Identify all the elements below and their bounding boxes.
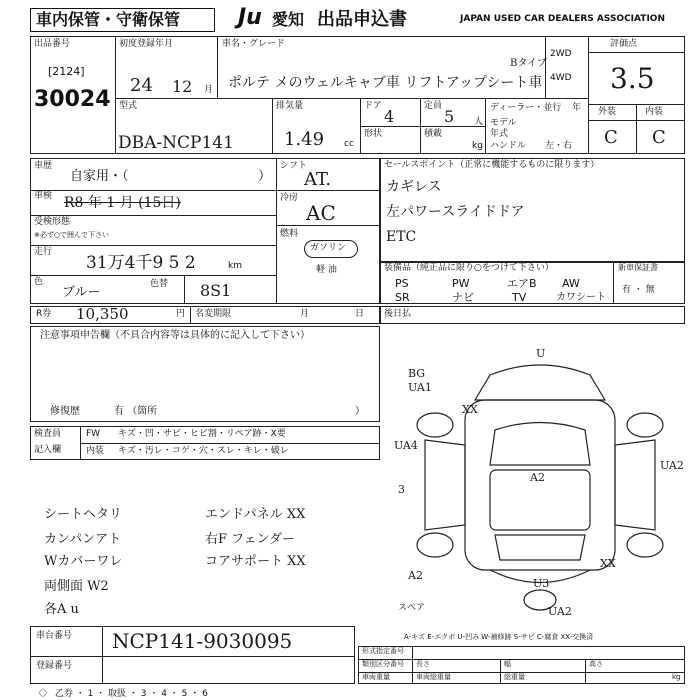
displacement-unit: cc (344, 139, 354, 149)
notes-label: 注意事項申告欄（不具合内容等は具体的に記入して下さい） (40, 330, 310, 341)
capacity-unit: 人 (474, 117, 484, 127)
dims-kg: kg (672, 673, 681, 681)
shift-value: AT. (304, 169, 332, 190)
handle-lr: 左・右 (545, 141, 573, 151)
note-2: エンドパネル XX (205, 507, 306, 522)
mark-ua1: UA1 (408, 381, 432, 394)
rear-right-wheel (627, 533, 663, 557)
inspector-row1-head: FW (86, 429, 101, 439)
color-change-label: 色替 (150, 279, 169, 289)
inspector-row2-head: 内装 (86, 446, 105, 456)
acceptance-label: 受検形態 (34, 217, 71, 227)
form-title: 出品申込書 (317, 9, 407, 30)
sales-points-label: セールスポイント（正常に機能するものに限ります） (384, 160, 600, 170)
lot-subnumber: [2124] (48, 65, 85, 78)
type-value: DBA-NCP141 (118, 133, 234, 153)
equip-pw: PW (452, 277, 470, 290)
model-name: ポルテ メのウェルキャブ車 リフトアップシート車 (228, 75, 543, 91)
name-change-month: 月 (300, 309, 310, 319)
rating-ext: C (604, 127, 618, 148)
mark-spare: スペア (398, 603, 426, 613)
load-label: 積載 (424, 129, 443, 139)
dims-total-weight: 総重量 (504, 673, 525, 681)
sales-point-3: ETC (386, 229, 417, 245)
mark-u3: U3 (533, 577, 550, 590)
ac-label: 冷房 (280, 193, 299, 203)
equip-aw: AW (562, 277, 580, 290)
drive-2wd: 2WD (550, 49, 572, 59)
org-name: 愛知 (272, 10, 305, 29)
dims-shape: 形式指定番号 (362, 647, 404, 655)
mark-ua2-rear: UA2 (548, 605, 572, 618)
mark-a2-roof: A2 (530, 471, 545, 484)
shape-label: 形状 (364, 129, 383, 139)
mark-ua4: UA4 (394, 439, 418, 452)
history-close: ） (258, 169, 272, 184)
history-value: 自家用・（ (70, 169, 129, 184)
note-3: カンパンアト (44, 532, 122, 547)
shift-label: シフト (280, 161, 308, 171)
fuel-diesel: 軽 油 (316, 265, 337, 275)
equipment-label: 装備品（純正品に限り○をつけて下さい） (384, 263, 554, 273)
equip-ps: PS (395, 277, 409, 290)
dealer-year: 年 (572, 103, 582, 113)
equip-leather: カワシート (556, 292, 606, 303)
ju-logo: Ju (238, 5, 262, 30)
equip-sr: SR (395, 291, 410, 304)
equip-airbag: エアB (507, 277, 537, 290)
mark-xx-front: XX (462, 403, 478, 416)
inspection-label: 車検 (34, 191, 53, 201)
rear-left-wheel (417, 533, 453, 557)
damage-legend: A-キズ E-エクボ U-凹み W-補修跡 S-サビ C-腐食 XX-交換済 (404, 633, 594, 641)
inspector-row2: キズ・汚レ・コゲ・穴・スレ・キレ・破レ (118, 446, 289, 456)
note-6: コアサポート XX (205, 554, 306, 569)
front-left-wheel (417, 413, 453, 437)
dims-c-weight: 車両重量 (362, 673, 390, 681)
displacement-label: 排気量 (276, 101, 304, 111)
equip-navi: ナビ (452, 291, 474, 304)
rating-int: C (652, 127, 666, 148)
capacity-value: 5 (444, 107, 455, 126)
reg-no-label: 登録番号 (36, 661, 73, 671)
rating-score: 3.5 (610, 62, 655, 95)
color-code: 8S1 (200, 281, 232, 300)
note-7: 両側面 W2 (44, 579, 109, 594)
inspector-label-1: 検査員 (34, 429, 62, 439)
repair-label: 修復歴 (50, 406, 80, 417)
note-4: 右F フェンダー (205, 532, 295, 547)
mark-3: 3 (398, 483, 405, 496)
reg-month: 12 (172, 77, 193, 96)
capacity-label: 定員 (424, 101, 443, 111)
mark-ua2-right: UA2 (660, 459, 684, 472)
front-right-wheel (627, 413, 663, 437)
rating-ext-label: 外装 (598, 107, 617, 117)
chassis-value: NCP141-9030095 (112, 629, 293, 653)
storage-label: 車内保管・守衛保管 (36, 10, 181, 29)
inspector-label-2: 記入欄 (34, 445, 62, 455)
left-side-panel (425, 440, 465, 530)
color-label: 色 (34, 277, 44, 287)
recycle-value: 10,350 (76, 305, 129, 323)
model-label: 車名・グレード (222, 39, 286, 49)
model-year-label: モデル 年式 (490, 118, 517, 139)
type-label: 型式 (119, 101, 138, 111)
note-5: Wカバーワレ (44, 554, 123, 569)
windshield (490, 423, 590, 466)
drive-4wd: 4WD (550, 73, 572, 83)
load-unit: kg (472, 141, 483, 151)
right-side-panel (615, 440, 655, 530)
recycle-unit: 円 (176, 309, 186, 319)
mark-a2-rear: A2 (408, 569, 423, 582)
sales-point-2: 左パワースライドドア (386, 204, 525, 220)
inspection-value: R8 年 1 月 (15日) (64, 195, 181, 211)
dims-type-class: 類別区分番号 (362, 660, 404, 668)
equip-tv: TV (512, 291, 527, 304)
note-1: シートヘタリ (44, 507, 123, 522)
note-8: 各A u (44, 602, 79, 617)
mark-u: U (536, 347, 546, 360)
history-label: 車歴 (34, 161, 53, 171)
mark-bg: BG (408, 367, 426, 380)
dealer-label: ディーラー・並行 (490, 103, 562, 113)
mileage-unit: km (228, 261, 242, 271)
rating-int-label: 内装 (645, 107, 664, 117)
fuel-gas: ガソリン (310, 243, 347, 253)
dims-height: 高さ (589, 660, 603, 668)
recycle-label: R券 (36, 309, 52, 319)
after-sale-label: 後日払 (384, 309, 412, 319)
front-hood-outline (475, 365, 605, 400)
mark-xx-rear: XX (600, 557, 616, 570)
dims-t-weight: 車両総重量 (416, 673, 451, 681)
reg-label: 初度登録年月 (119, 39, 174, 49)
rating-label: 評価点 (610, 39, 638, 49)
reg-year: 24 (130, 75, 153, 96)
doors-label: ドア (364, 101, 382, 111)
inspector-row1: キズ・凹・サビ・ヒビ割・リペア跡・X要 (118, 429, 286, 439)
fuel-label: 燃料 (280, 229, 299, 239)
bottom-row: 〈〉 乙券 ・ 1 ・ 取扱 ・ 3 ・ 4 ・ 5 ・ 6 (34, 689, 208, 699)
ac-value: AC (306, 201, 336, 225)
model-type-mark: Bタイプ (510, 58, 547, 69)
name-change-day: 日 (355, 309, 365, 319)
mileage-label: 走行 (34, 247, 53, 257)
chassis-label: 車台番号 (36, 631, 73, 641)
repair-value: 有 （箇所 (114, 406, 158, 417)
assoc-name: JAPAN USED CAR DEALERS ASSOCIATION (460, 14, 665, 24)
lot-number: 30024 (34, 87, 111, 112)
sales-point-1: カギレス (386, 179, 442, 195)
warranty-label: 新車保証書 (618, 263, 658, 272)
reg-month-unit: 月 (204, 85, 214, 95)
dims-length: 長さ (416, 660, 430, 668)
mileage-value: 31万4千9 5 2 (86, 253, 196, 273)
name-change-label: 名変期限 (195, 309, 232, 319)
warranty-value: 有 ・ 無 (622, 285, 655, 295)
rear-window (495, 535, 585, 560)
handle-label: ハンドル (490, 141, 527, 151)
lot-label: 出品番号 (34, 39, 71, 49)
doors-value: 4 (384, 107, 395, 126)
acceptance-note: ※必ず○で囲んで下さい (34, 231, 109, 239)
color-value: ブルー (62, 285, 101, 300)
dims-width: 幅 (504, 660, 511, 668)
body-outline (465, 400, 615, 570)
displacement-value: 1.49 (284, 129, 325, 150)
after-sale-row (380, 306, 685, 324)
repair-close: ） (355, 406, 365, 417)
